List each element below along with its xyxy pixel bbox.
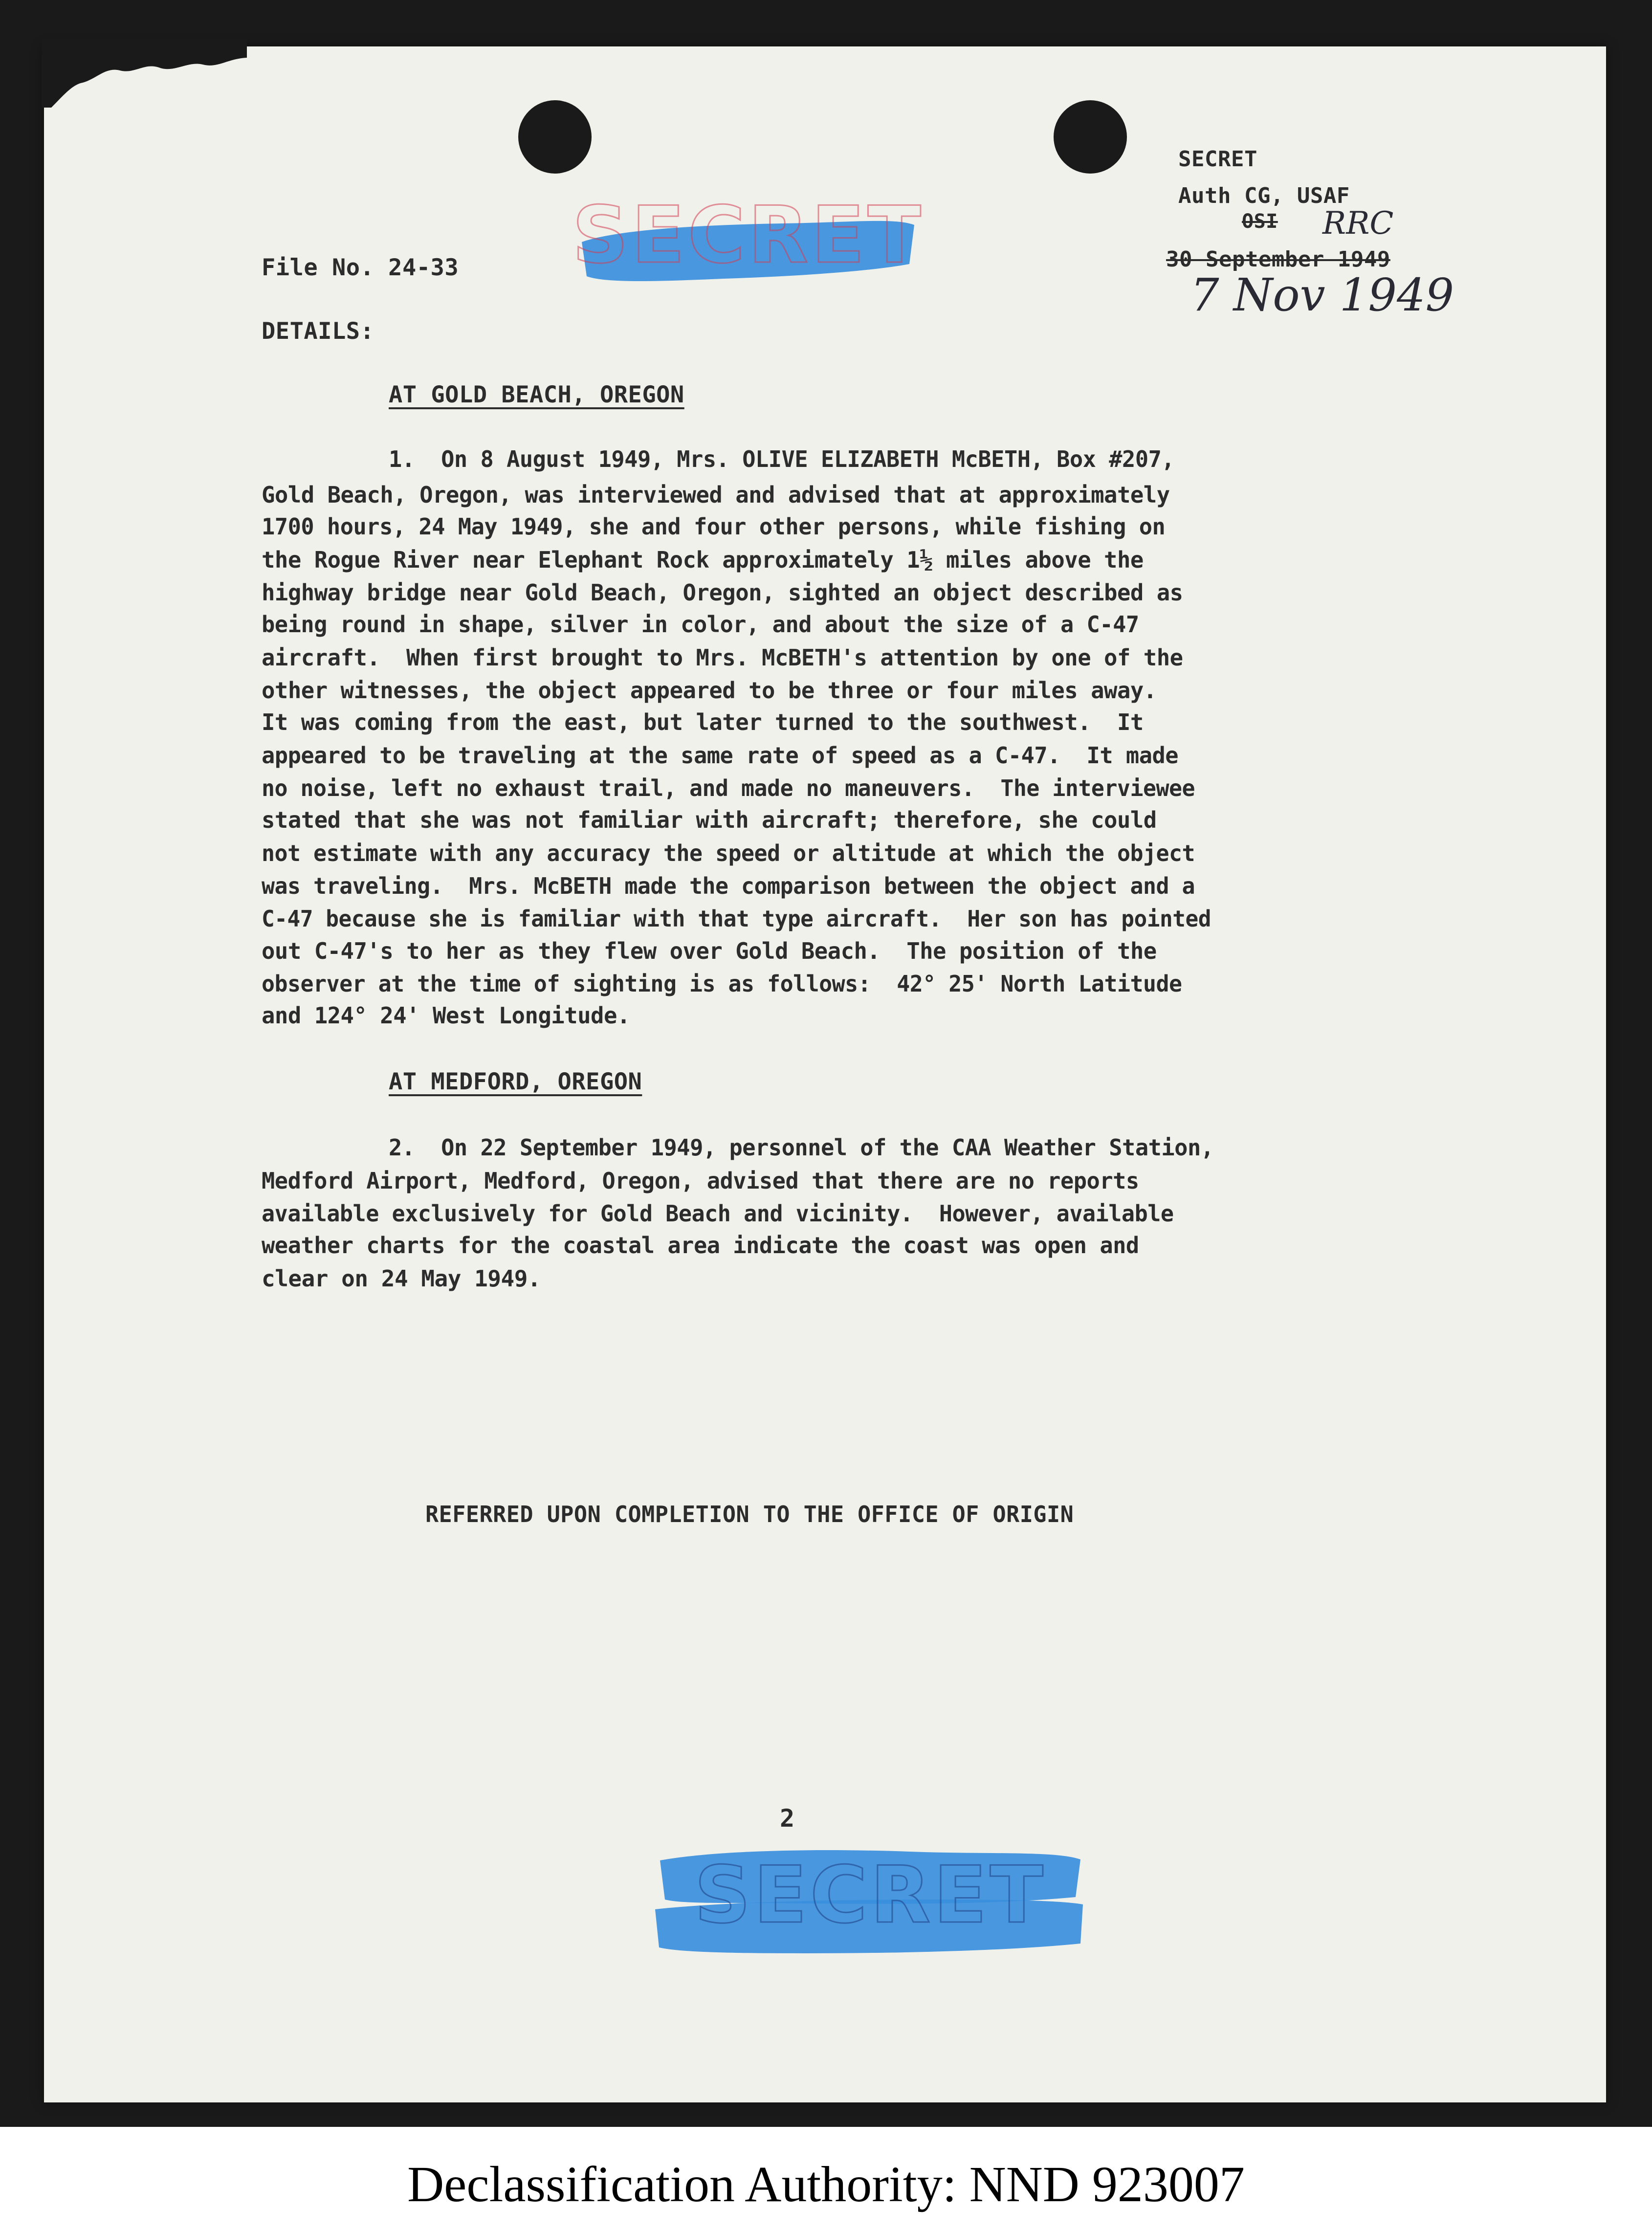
section2-line: Medford Airport, Medford, Oregon, advised that there are no reports [262, 1168, 1139, 1194]
details-label: DETAILS: [262, 318, 374, 345]
section1-line: other witnesses, the object appeared to be three or four miles away. [262, 677, 1157, 704]
secret-stamp-top [572, 178, 924, 291]
secret-stamp-top-text: SECRET [572, 189, 924, 281]
section1-line: being round in shape, silver in color, and about the size of a C-47 [262, 611, 1139, 638]
punch-hole-left [518, 100, 592, 174]
header-date-struck: 30 September 1949 [1166, 247, 1390, 272]
section1-line: 1. On 8 August 1949, Mrs. OLIVE ELIZABETH McBETH, Box #207, [389, 446, 1175, 472]
section2-line: available exclusively for Gold Beach and vicinity. However, available [262, 1200, 1174, 1227]
declassification-caption: Declassification Authority: NND 923007 [407, 2156, 1245, 2212]
section1-line: appeared to be traveling at the same rate of speed as a C-47. It made [262, 742, 1179, 769]
section1-line: no noise, left no exhaust trail, and made no maneuvers. The interviewee [262, 775, 1195, 801]
section2-heading: AT MEDFORD, OREGON [389, 1068, 642, 1095]
section1-line: It was coming from the east, but later turned to the southwest. It [262, 709, 1144, 735]
header-classification: SECRET [1178, 147, 1257, 172]
torn-corner [42, 39, 247, 108]
section1-line: aircraft. When first brought to Mrs. McBETH's attention by one of the [262, 644, 1183, 671]
section1-line: the Rogue River near Elephant Rock approximately 1½ miles above the [262, 547, 1144, 573]
section2-line: clear on 24 May 1949. [262, 1265, 541, 1292]
section1-line: 1700 hours, 24 May 1949, she and four other persons, while fishing on [262, 513, 1166, 540]
header-auth: Auth CG, USAF [1178, 183, 1350, 208]
secret-stamp-bottom [655, 1831, 1085, 1958]
section1-line: was traveling. Mrs. McBETH made the comparison between the object and a [262, 873, 1195, 899]
section1-line: stated that she was not familiar with aircraft; therefore, she could [262, 807, 1157, 833]
header-auth-initials-struck: OSI [1242, 210, 1278, 233]
section2-line: 2. On 22 September 1949, personnel of the CAA Weather Station, [389, 1134, 1214, 1161]
section1-line: observer at the time of sighting is as follows: 42° 25' North Latitude [262, 971, 1182, 997]
header-auth-initials-hand: RRC [1322, 205, 1394, 242]
section1-heading: AT GOLD BEACH, OREGON [389, 381, 684, 408]
section1-line: out C-47's to her as they flew over Gold Beach. The position of the [262, 938, 1157, 964]
header-date-hand: 7 Nov 1949 [1190, 269, 1454, 321]
paper-sheet [44, 46, 1606, 2102]
section2-line: weather charts for the coastal area indicate the coast was open and [262, 1232, 1139, 1259]
section1-line: not estimate with any accuracy the speed or altitude at which the object [262, 840, 1195, 866]
section1-line: C-47 because she is familiar with that type aircraft. Her son has pointed [262, 906, 1211, 932]
punch-hole-right [1054, 100, 1127, 174]
section1-line: highway bridge near Gold Beach, Oregon, sighted an object described as [262, 579, 1183, 606]
page-number: 2 [780, 1804, 795, 1833]
secret-stamp-bottom-text: SECRET [694, 1849, 1046, 1941]
section1-line: Gold Beach, Oregon, was interviewed and advised that at approximately [262, 482, 1170, 508]
file-number: File No. 24-33 [262, 254, 459, 281]
section1-line: and 124° 24' West Longitude. [262, 1002, 630, 1029]
closing-referral: REFERRED UPON COMPLETION TO THE OFFICE OF ORIGIN [425, 1501, 1074, 1527]
